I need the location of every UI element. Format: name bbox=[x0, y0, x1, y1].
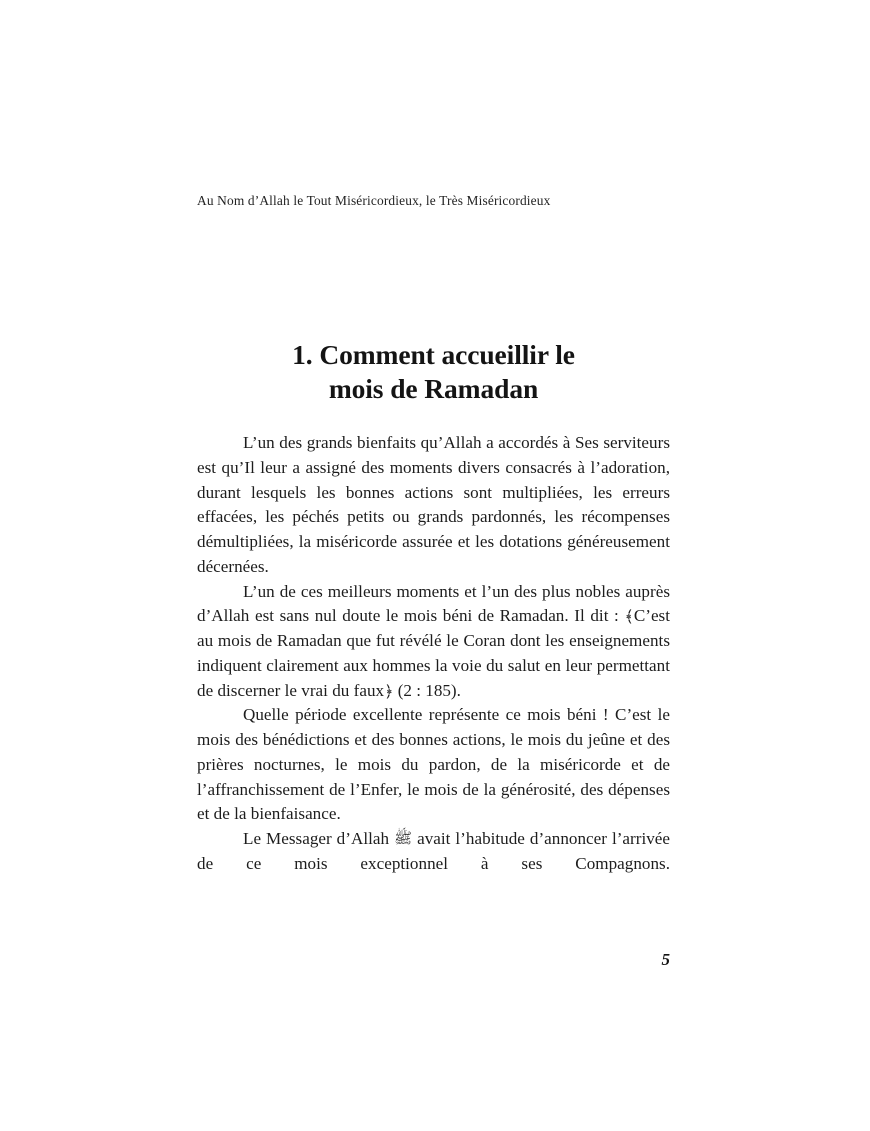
quran-quote-open-bracket-icon: ﴾ bbox=[624, 607, 634, 627]
paragraph-4 bbox=[197, 827, 670, 877]
paragraph-3: Quelle période excellente représente ce mois béni ! C’est le mois des bénédictions et des bonnes actions, le mois du jeûne et des prières nocturnes, le mois du pardon, de la miséricorde et de l’affranchissement de l’Enfer, le mois de la générosité, des dépenses et de la bienfaisance. bbox=[197, 705, 670, 824]
chapter-title-line-2: mois de Ramadan bbox=[328, 373, 539, 405]
paragraph-4-continuation: avait l’habitude d’annoncer l’arrivée de ce mois exceptionnel à ses Compagnons. bbox=[197, 829, 671, 873]
quran-quote-text: C’est au mois de Ramadan que fut révélé le Coran dont les enseignements indiquent clairement aux hommes la voie du salut en leur permettant de discerner le vrai du faux bbox=[197, 606, 670, 700]
paragraph-4-intro: Le Messager d’Allah bbox=[243, 829, 395, 848]
body-text-column bbox=[197, 431, 670, 877]
page-title bbox=[197, 338, 670, 406]
quran-quote-close-bracket-icon: ﴿ bbox=[384, 681, 394, 701]
chapter-title-line-1: 1. Comment accueillir le bbox=[292, 339, 575, 371]
page-number: 5 bbox=[661, 950, 670, 969]
paragraph-2-intro: L’un de ces meilleurs moments et l’un des plus nobles auprès d’Allah est sans nul doute le mois béni de Ramadan. Il dit : bbox=[197, 581, 670, 626]
salawat-ligature-icon: ﷺ bbox=[394, 829, 413, 847]
paragraph-1: L’un des grands bienfaits qu’Allah a accordés à Ses serviteurs est qu’Il leur a assigné des moments divers consacrés à l’adoration, durant lesquels les bonnes actions sont multipliées, les erreurs effacées, les péchés petits ou grands pardonnés, les récompenses démultipliées, la miséricorde assurée et les dotations généreusement décernées. bbox=[197, 433, 670, 576]
page-header-basmala: Au Nom d’Allah le Tout Miséricordieux, le Très Miséricordieux bbox=[197, 193, 551, 208]
paragraph-2 bbox=[197, 580, 670, 704]
quran-reference: (2 : 185). bbox=[393, 680, 461, 700]
